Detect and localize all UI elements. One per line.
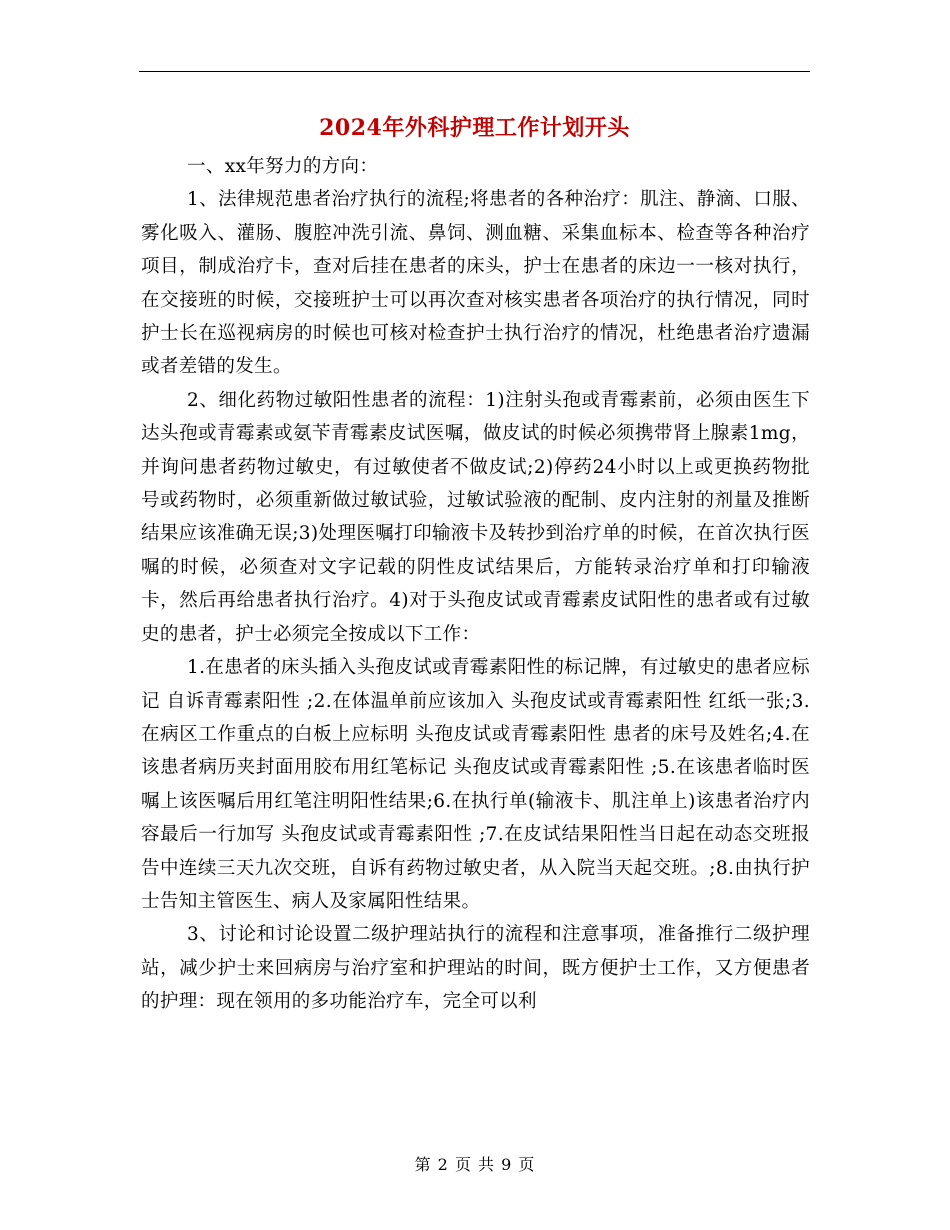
paragraph-1: 1、法律规范患者治疗执行的流程;将患者的各种治疗：肌注、静滴、口服、雾化吸入、灌肠、腹腔冲洗引流、鼻饲、测血糖、采集血标本、检查等各种治疗项目，制成治疗卡，查对后挂在患者的床头，护士在患者的床边一一核对执行，在交接班的时候，交接班护士可以再次查对核实患者各项治疗的执行情况，同时护士长在巡视病房的时候也可核对检查护士执行治疗的情况，杜绝患者治疗遗漏或者差错的发生。: [141, 189, 810, 378]
page-number-footer: 第 2 页 共 9 页: [414, 1155, 536, 1174]
document-title: 2024年外科护理工作计划开头: [319, 115, 630, 141]
paragraph-4: 3、讨论和讨论设置二级护理站执行的流程和注意事项，准备推行二级护理站，减少护士来回病房与治疗室和护理站的时间，既方便护士工作，又方便患者的护理：现在领用的多功能治疗车，完全可以利: [141, 924, 810, 1013]
paragraph-3: 1.在患者的床头插入头孢皮试或青霉素阳性的标记牌，有过敏史的患者应标记 自诉青霉素阳性 ;2.在体温单前应该加入 头孢皮试或青霉素阳性 红纸一张;3.在病区工作重点的白板上应标明 头孢皮试或青霉素阳性 患者的床号及姓名;4.在该患者病历夹封面用胶布用红笔标记 头孢皮试或青霉素阳性 ;5.在该患者临时医嘱上该医嘱后用红笔注明阳性结果;6.在执行单(输液卡、肌注单上)该患者治疗内容最后一行加写 头孢皮试或青霉素阳性 ;7.在皮试结果阳性当日起在动态交班报告中连续三天九次交班，自诉有药物过敏史者，从入院当天起交班。;8.由执行护士告知主管医生、病人及家属阳性结果。: [141, 657, 810, 912]
paragraph-2: 2、细化药物过敏阳性患者的流程：1)注射头孢或青霉素前，必须由医生下达头孢或青霉素或氨苄青霉素皮试医嘱，做皮试的时候必须携带肾上腺素1mg，并询问患者药物过敏史，有过敏使者不做皮试;2)停药24小时以上或更换药物批号或药物时，必须重新做过敏试验，过敏试验液的配制、皮内注射的剂量及推断结果应该准确无误;3)处理医嘱打印输液卡及转抄到治疗单的时候，在首次执行医嘱的时候，必须查对文字记载的阴性皮试结果后，方能转录治疗单和打印输液卡，然后再给患者执行治疗。4)对于头孢皮试或青霉素皮试阳性的患者或有过敏史的患者，护士必须完全按成以下工作：: [141, 389, 810, 645]
document-body: [141, 150, 810, 1019]
section-heading: 一、xx年努力的方向：: [187, 156, 379, 177]
header-rule: [139, 71, 810, 72]
